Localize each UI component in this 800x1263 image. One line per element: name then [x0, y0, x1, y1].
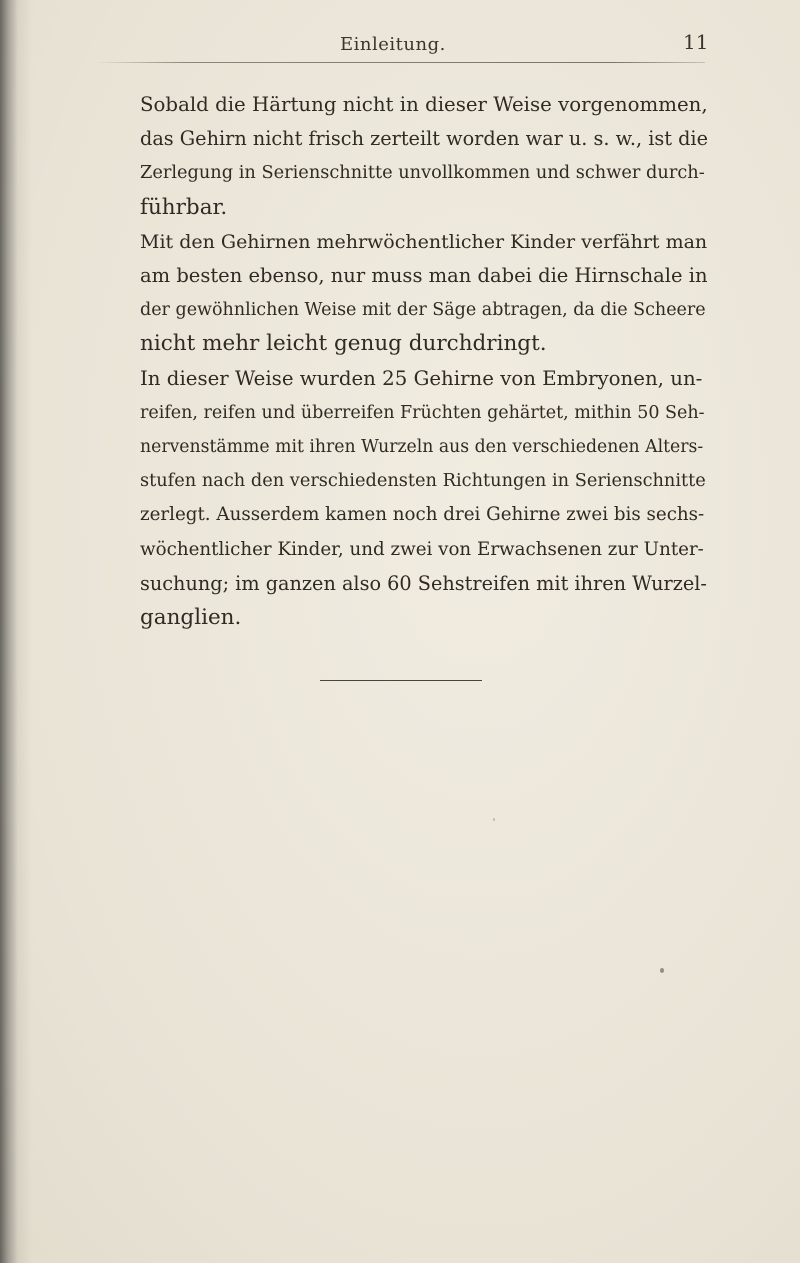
text-line: nervenstämme mit ihren Wurzeln aus den verschiedenen Alters- [140, 437, 704, 458]
text-line: führbar. [140, 194, 228, 220]
text-line: nicht mehr leicht genug durchdringt. [140, 331, 547, 357]
text-line: Sobald die Härtung nicht in dieser Weise vorgenommen, [140, 93, 708, 116]
paragraph-1 [108, 88, 708, 225]
text-line: suchung; im ganzen also 60 Sehstreifen mit ihren Wurzel- [140, 571, 707, 595]
running-head: Einleitung. [340, 34, 446, 55]
paragraph-2 [108, 225, 708, 362]
section-end-rule [320, 680, 482, 681]
text-line: wöchentlicher Kinder, und zwei von Erwachsenen zur Unter- [140, 538, 704, 560]
text-line: Mit den Gehirnen mehrwöchentlicher Kinder verfährt man [140, 230, 708, 253]
body-text [108, 88, 708, 635]
paper-speck [660, 968, 664, 973]
text-line: zerlegt. Ausserdem kamen noch drei Gehirne zwei bis sechs- [140, 504, 705, 526]
text-line: am besten ebenso, nur muss man dabei die Hirnschale in [140, 264, 708, 288]
text-line: das Gehirn nicht frisch zerteilt worden war u. s. w., ist die [140, 127, 708, 151]
text-line: reifen, reifen und überreifen Früchten gehärtet, mithin 50 Seh- [140, 402, 705, 423]
header-rule [95, 62, 705, 63]
text-line: In dieser Weise wurden 25 Gehirne von Embryonen, un- [140, 366, 703, 390]
paper-speck [493, 818, 495, 821]
text-line: Zerlegung in Serienschnitte unvollkommen und schwer durch- [140, 163, 705, 184]
text-line: stufen nach den verschiedensten Richtungen in Serienschnitte [140, 471, 706, 492]
page-number: 11 [683, 30, 709, 54]
paragraph-3 [108, 362, 708, 636]
text-line: ganglien. [140, 605, 242, 631]
page-header [0, 0, 800, 80]
text-line: der gewöhnlichen Weise mit der Säge abtragen, da die Scheere [140, 300, 706, 321]
